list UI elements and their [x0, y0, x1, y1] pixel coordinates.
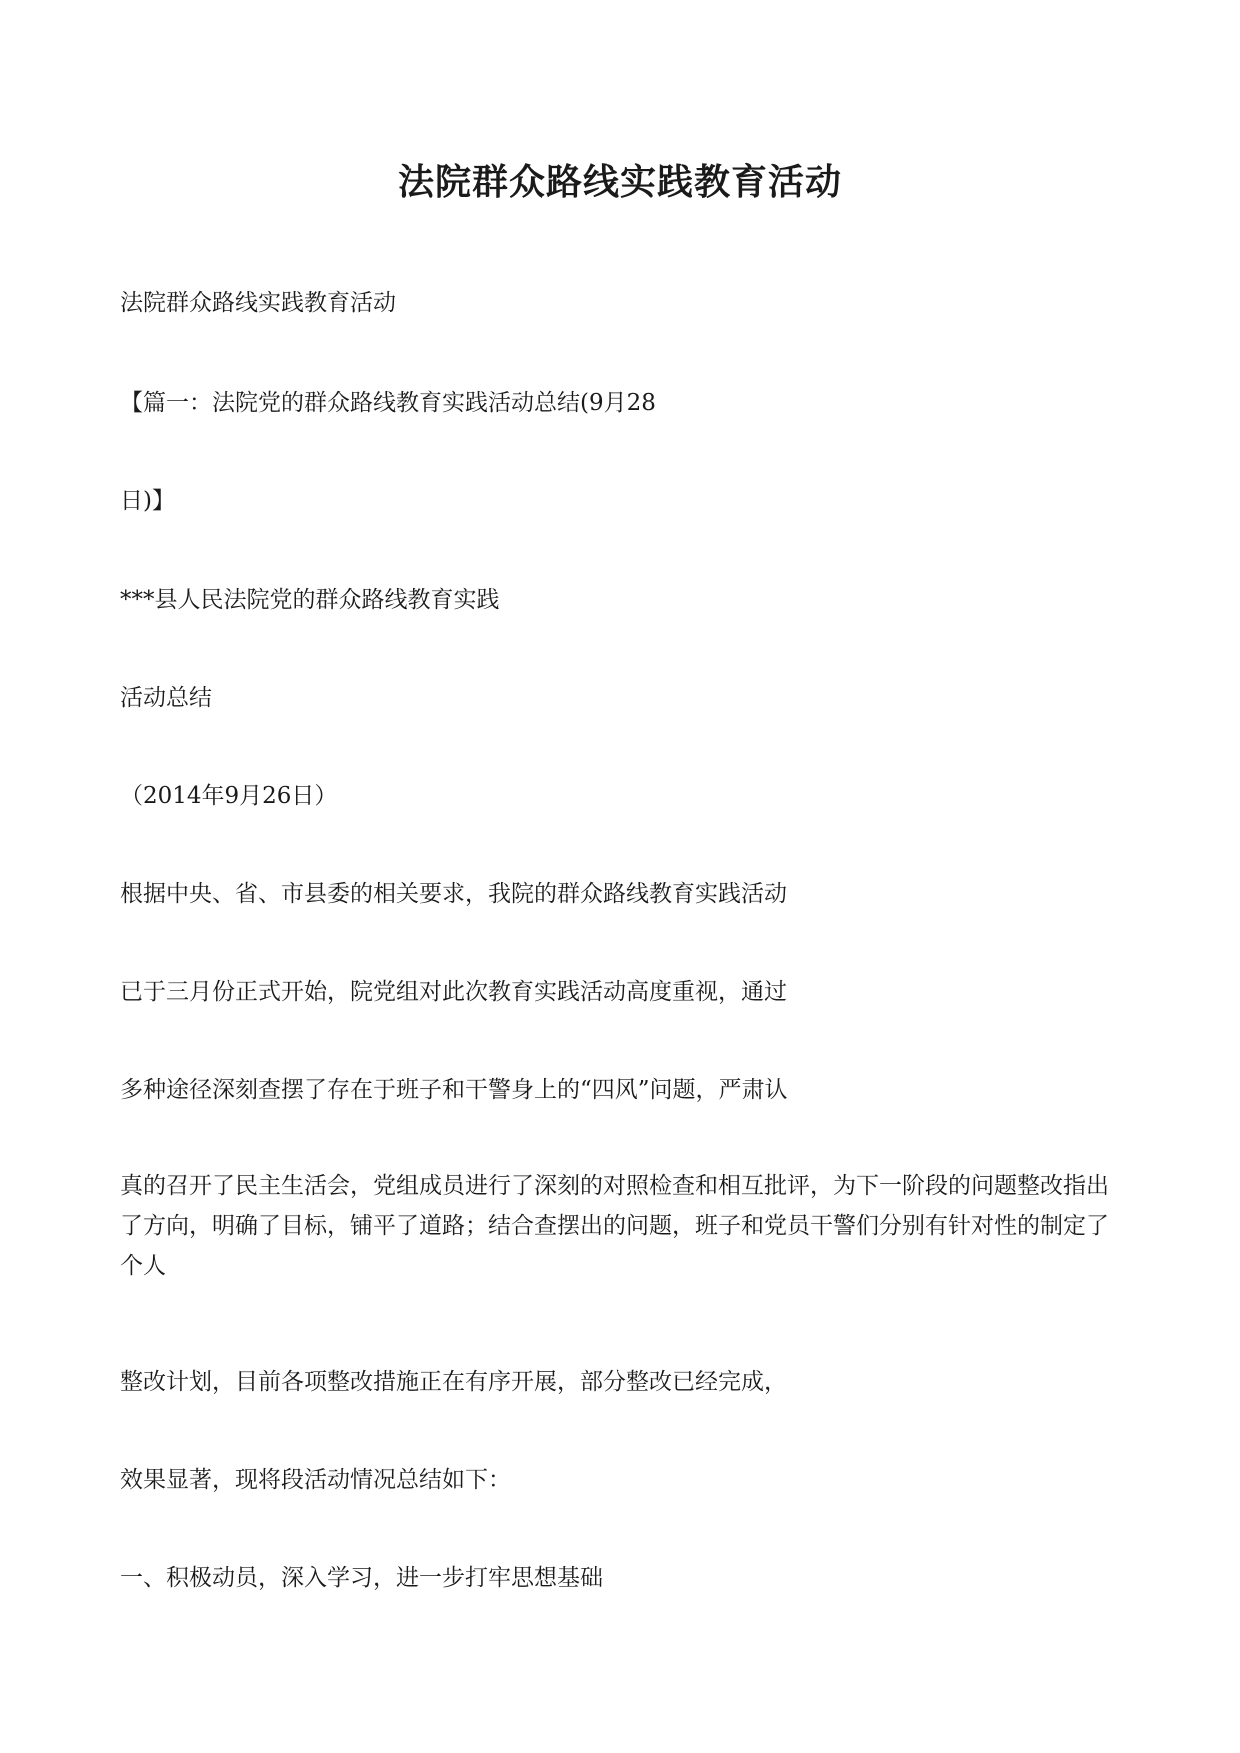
document-title: 法院群众路线实践教育活动 [397, 161, 842, 203]
paragraph-body-1: 根据中央、省、市县委的相关要求，我院的群众路线教育实践活动 [120, 881, 787, 907]
paragraph-report-title-cont: 活动总结 [120, 685, 212, 711]
paragraph-body-3: 多种途径深刻查摆了存在于班子和干警身上的“四风”问题，严肃认 [120, 1077, 788, 1103]
paragraph-body-6: 效果显著，现将段活动情况总结如下： [120, 1467, 511, 1493]
paragraph-report-title: ***县人民法院党的群众路线教育实践 [120, 587, 500, 613]
paragraph-section-heading-cont: 日)】 [120, 488, 175, 514]
paragraph-body-4: 真的召开了民主生活会，党组成员进行了深刻的对照检查和相互批评，为下一阶段的问题整改指出了方向，明确了目标，铺平了道路；结合查摆出的问题，班子和党员干警们分别有针对性的制定了个人 [120, 1173, 1109, 1279]
paragraph-section-heading: 【篇一：法院党的群众路线教育实践活动总结(9月28 [120, 390, 656, 416]
paragraph-subtitle: 法院群众路线实践教育活动 [120, 290, 396, 316]
paragraph-date: （2014年9月26日） [120, 783, 338, 809]
paragraph-body-2: 已于三月份正式开始，院党组对此次教育实践活动高度重视，通过 [120, 979, 787, 1005]
paragraph-heading-1: 一、积极动员，深入学习，进一步打牢思想基础 [120, 1565, 603, 1591]
paragraph-body-5: 整改计划，目前各项整改措施正在有序开展，部分整改已经完成， [120, 1369, 787, 1395]
